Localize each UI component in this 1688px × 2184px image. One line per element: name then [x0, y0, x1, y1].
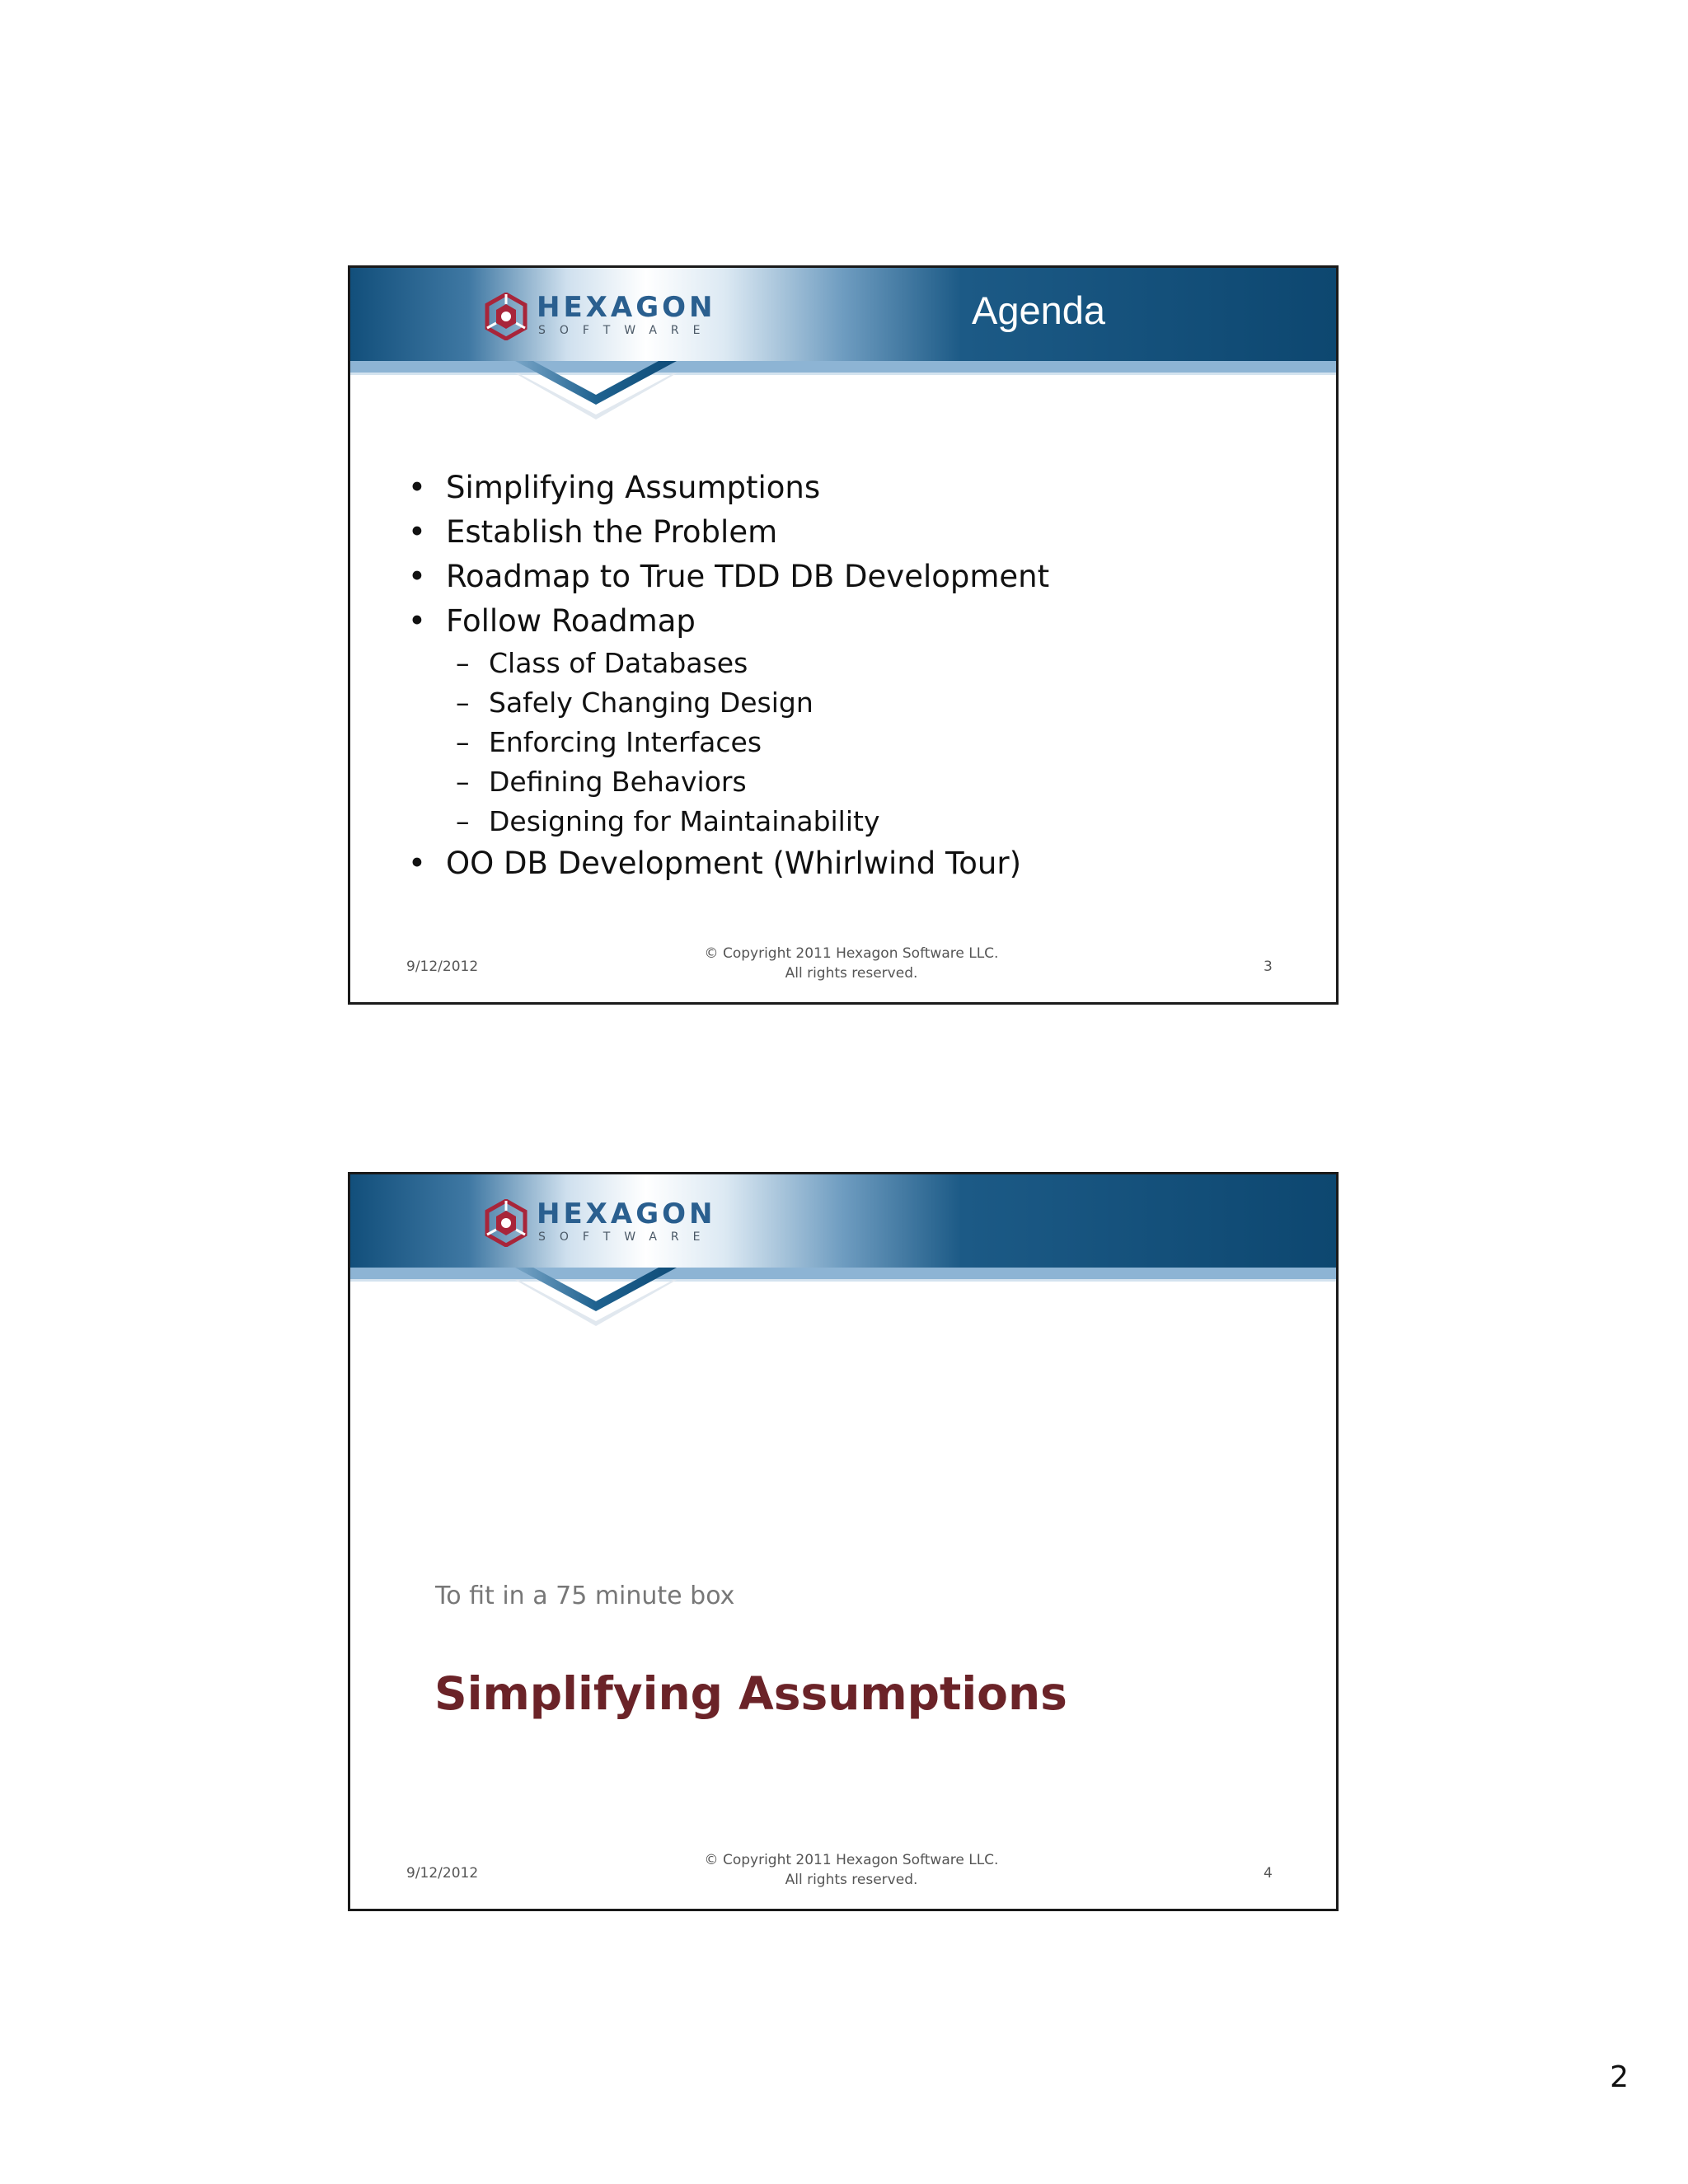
bullet-item: • Establish the Problem [408, 510, 1315, 555]
copyright-line: All rights reserved. [785, 965, 918, 982]
logo-subtitle: SOFTWARE [538, 1230, 715, 1244]
copyright-line: © Copyright 2011 Hexagon Software LLC. [704, 1852, 999, 1868]
logo-subtitle: SOFTWARE [538, 324, 715, 337]
footer-date: 9/12/2012 [406, 958, 479, 975]
footer-copyright [663, 1850, 1039, 1890]
bullet-item: • Simplifying Assumptions [408, 466, 1315, 510]
section-title: Simplifying Assumptions [434, 1667, 1067, 1720]
copyright-line: © Copyright 2011 Hexagon Software LLC. [704, 945, 999, 962]
logo-wordmark: HEXAGON [537, 1197, 716, 1230]
slide-section-header [348, 1172, 1339, 1911]
sub-bullet-item: – Enforcing Interfaces [408, 723, 1315, 762]
footer-date: 9/12/2012 [406, 1865, 479, 1882]
hexagon-software-logo [482, 1196, 716, 1250]
slide-header-banner [350, 1174, 1336, 1331]
bullet-item: • Follow Roadmap [408, 599, 1315, 644]
sub-bullet-item: – Designing for Maintainability [408, 802, 1315, 841]
hexagon-logo-icon [482, 1199, 530, 1247]
logo-wordmark: HEXAGON [537, 291, 716, 324]
slide-title: Agenda [972, 288, 1106, 332]
hexagon-logo-icon [482, 293, 530, 340]
slide-header-banner [350, 268, 1336, 424]
bullet-item: • Roadmap to True TDD DB Development [408, 555, 1315, 599]
sub-bullet-item: – Class of Databases [408, 644, 1315, 683]
bullet-item: • OO DB Development (Whirlwind Tour) [408, 841, 1315, 886]
sub-bullet-item: – Defining Behaviors [408, 762, 1315, 802]
slide-number: 3 [1264, 958, 1273, 975]
agenda-bullet-list [408, 466, 1315, 886]
page-number: 2 [1610, 2060, 1629, 2094]
slide-agenda [348, 265, 1339, 1005]
footer-copyright [663, 944, 1039, 983]
slide-number: 4 [1264, 1865, 1273, 1882]
sub-bullet-item: – Safely Changing Design [408, 683, 1315, 723]
section-subtitle: To fit in a 75 minute box [435, 1582, 735, 1610]
hexagon-software-logo [482, 289, 716, 344]
copyright-line: All rights reserved. [785, 1872, 918, 1888]
